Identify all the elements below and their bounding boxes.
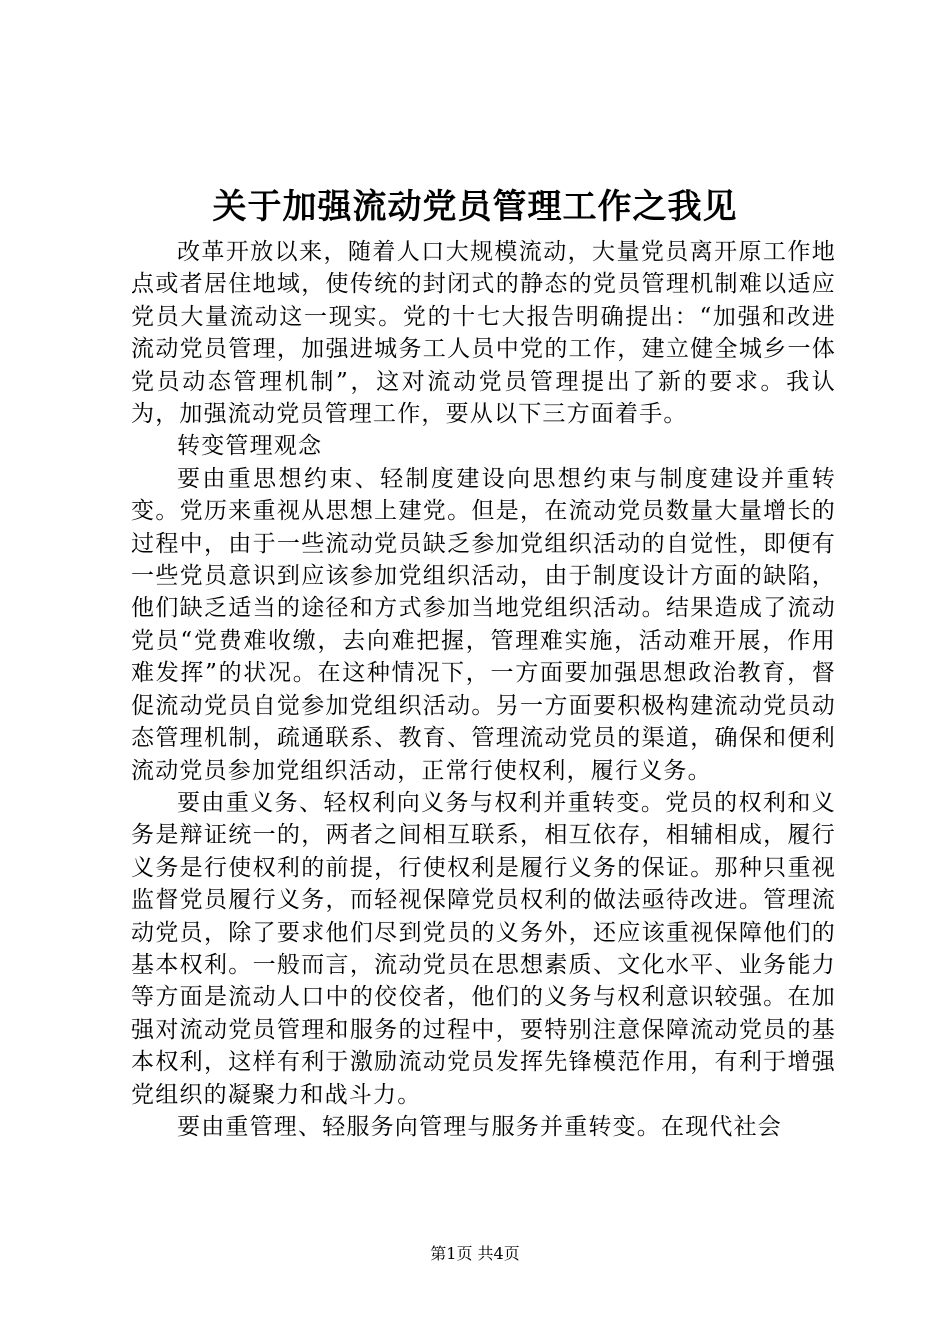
document-title: 关于加强流动党员管理工作之我见 (212, 187, 738, 227)
document-body (131, 236, 836, 1143)
paragraph-intro: 改革开放以来，随着人口大规模流动，大量党员离开原工作地点或者居住地域，使传统的封闭式的静态的党员管理机制难以适应党员大量流动这一现实。党的十七大报告明确提出：“加强和改进流动党员管理，加强进城务工人员中党的工作，建立健全城乡一体党员动态管理机制”，这对流动党员管理提出了新的要求。我认为，加强流动党员管理工作，要从以下三方面着手。 (131, 239, 836, 428)
paragraph-management-and-service: 要由重管理、轻服务向管理与服务并重转变。在现代社会 (177, 1113, 782, 1140)
page-footer: 第1页 共4页 (430, 1244, 520, 1263)
section-heading: 转变管理观念 (177, 433, 323, 460)
paragraph-thought-and-system: 要由重思想约束、轻制度建设向思想约束与制度建设并重转变。党历来重视从思想上建党。但是，在流动党员数量大量增长的过程中，由于一些流动党员缺乏参加党组织活动的自觉性，即便有一些党员意识到应该参加党组织活动，由于制度设计方面的缺陷，他们缺乏适当的途径和方式参加当地党组织活动。结果造成了流动党员“党费难收缴，去向难把握，管理难实施，活动难开展，作用难发挥”的状况。在这种情况下，一方面要加强思想政治教育，督促流动党员自觉参加党组织活动。另一方面要积极构建流动党员动态管理机制，疏通联系、教育、管理流动党员的渠道，确保和便利流动党员参加党组织活动，正常行使权利，履行义务。 (131, 465, 836, 784)
paragraph-duty-and-rights: 要由重义务、轻权利向义务与权利并重转变。党员的权利和义务是辩证统一的，两者之间相互联系，相互依存，相辅相成，履行义务是行使权利的前提，行使权利是履行义务的保证。那种只重视监督党员履行义务，而轻视保障党员权利的做法亟待改进。管理流动党员，除了要求他们尽到党员的义务外，还应该重视保障他们的基本权利。一般而言，流动党员在思想素质、文化水平、业务能力等方面是流动人口中的佼佼者，他们的义务与权利意识较强。在加强对流动党员管理和服务的过程中，要特别注意保障流动党员的基本权利，这样有利于激励流动党员发挥先锋模范作用，有利于增强党组织的凝聚力和战斗力。 (131, 789, 836, 1108)
